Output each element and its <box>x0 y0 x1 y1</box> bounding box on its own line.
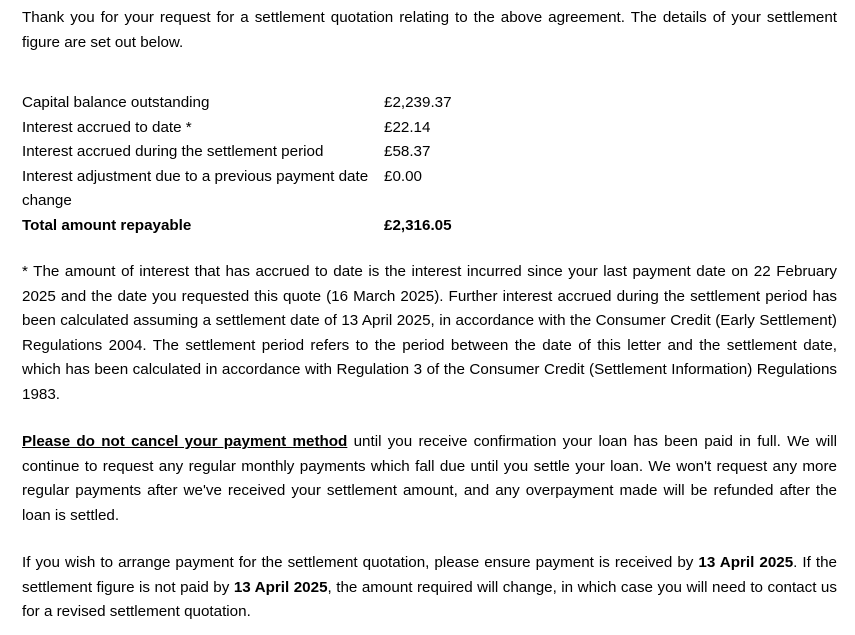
payment-info-text-1: If you wish to arrange payment for the settlement quotation, please ensure payment is received by <box>22 554 699 571</box>
cancel-notice-paragraph <box>22 430 837 528</box>
total-row <box>22 214 502 239</box>
row-label-interest-adjustment: Interest adjustment due to a previous payment date change <box>22 167 369 210</box>
total-label: Total amount repayable <box>22 216 192 234</box>
payment-info-text-3: , the amount required will change, in which case you will need to contact us for a revised settlement quotation. <box>22 578 837 621</box>
row-label-interest-to-date: Interest accrued to date * <box>22 118 192 136</box>
row-label-interest-settlement-period: Interest accrued during the settlement period <box>22 143 324 161</box>
settlement-deadline-date-1: 13 April 2025 <box>698 554 794 571</box>
table-row <box>22 91 502 116</box>
intro-paragraph: Thank you for your request for a settlement quotation relating to the above agreement. The details of your settlement figure are set out below. <box>22 9 837 51</box>
settlement-breakdown-table <box>22 91 502 239</box>
table-row <box>22 140 502 165</box>
payment-info-paragraph <box>22 551 837 625</box>
row-amount-interest-to-date: £22.14 <box>384 118 431 136</box>
row-amount-interest-settlement-period: £58.37 <box>384 143 431 161</box>
settlement-deadline-date-2: 13 April 2025 <box>233 578 328 596</box>
interest-footnote: * The amount of interest that has accrued to date is the interest incurred since your last payment date on 22 February 2025 and the date you requested this quote (16 March 2025). Further interest accrued during the settlement period has been calculated assuming a settlement date of 13 April 2025, in accordance with the Consumer Credit (Early Settlement) Regulations 2004. The settlement period refers to the period between the date of this letter and the settlement date, which has been calculated in accordance with Regulation 3 of the Consumer Credit (Settlement Information) Regulations 1983. <box>22 263 837 403</box>
cancel-notice-text: until you receive confirmation your loan has been paid in full. We will continue to request any regular monthly payments which fall due until you settle your loan. We won't request any more regular payments after we've received your settlement amount, and any overpayment made will be refunded after the loan is settled. <box>22 433 838 524</box>
table-row <box>22 116 502 141</box>
table-row <box>22 165 502 214</box>
row-amount-interest-adjustment: £0.00 <box>384 167 423 185</box>
cancel-warning-emphasis: Please do not cancel your payment method <box>22 433 348 450</box>
payment-info-text-2: . If the settlement figure is not paid by <box>22 554 837 596</box>
row-amount-capital: £2,239.37 <box>384 94 452 111</box>
total-amount: £2,316.05 <box>384 216 452 234</box>
row-label-capital: Capital balance outstanding <box>22 94 210 111</box>
